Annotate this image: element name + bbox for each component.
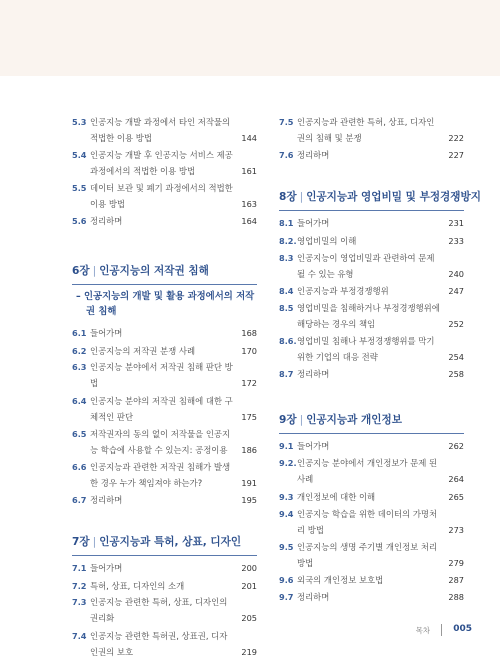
toc-entry-5-6[interactable]: 5.6 정리하며 164 — [72, 216, 257, 226]
toc-entry-9-2[interactable]: 9.2. 인공지능 분야에서 개인정보가 문제 된 사례 264 — [279, 458, 464, 484]
page-footer — [0, 624, 500, 638]
toc-right-column — [279, 114, 481, 605]
toc-entry-9-1[interactable]: 9.1 들어가며 262 — [279, 441, 464, 451]
toc-entry-8-2[interactable]: 8.2. 영업비밀의 이해 233 — [279, 236, 464, 246]
chapter-heading[interactable]: 7장 | 인공지능과 특허, 상표, 디자인 — [72, 534, 257, 556]
toc-group-5 — [72, 114, 257, 229]
toc-entry-5-5[interactable]: 5.5 데이터 보관 및 폐기 과정에서의 적법한 이용 방법 163 — [72, 183, 257, 209]
toc-entry-6-1[interactable]: 6.1 들어가며 168 — [72, 328, 257, 338]
toc-entry-6-7[interactable]: 6.7 정리하며 195 — [72, 495, 257, 505]
toc-left-column — [72, 114, 257, 660]
entry-text: 데이터 보관 및 폐기 과정에서의 적법한 이용 방법 — [90, 183, 233, 209]
toc-entry-8-6[interactable]: 8.6. 영업비밀 침해나 부정경쟁행위를 막기 위한 기업의 대응 전략 254 — [279, 336, 464, 362]
toc-entry-9-5[interactable]: 9.5 인공지능의 생명 주기별 개인정보 처리 방법 279 — [279, 542, 464, 568]
toc-entry-6-5[interactable]: 6.5 저작권자의 동의 없이 저작물을 인공지능 학습에 사용할 수 있는지: 공정이용 186 — [72, 429, 257, 455]
footer-label: 목차 — [415, 626, 430, 635]
toc-entry-6-3[interactable]: 6.3 인공지능 분야에서 저작권 침해 판단 방법 172 — [72, 362, 257, 388]
entry-text: 인공지능 개발 과정에서 타인 저작물의 적법한 이용 방법 — [90, 117, 231, 143]
toc-entry-7-4[interactable]: 7.4 인공지능 관련한 특허권, 상표권, 디자인권의 보호 219 — [72, 631, 257, 657]
toc-entry-7-3[interactable]: 7.3 인공지능 관련한 특허, 상표, 디자인의 권리화 205 — [72, 597, 257, 623]
toc-entry-8-4[interactable]: 8.4 인공지능과 부정경쟁행위 247 — [279, 286, 464, 296]
toc-chapter-7 — [72, 534, 257, 660]
toc-entry-6-4[interactable]: 6.4 인공지능 분야의 저작권 침해에 대한 구체적인 판단 175 — [72, 396, 257, 422]
entry-text: 정리하며 — [90, 216, 123, 226]
toc-chapter-9 — [279, 412, 464, 605]
toc-chapter-8 — [279, 189, 481, 382]
toc-entry-8-7[interactable]: 8.7 정리하며 258 — [279, 369, 464, 379]
toc-entry-9-7[interactable]: 9.7 정리하며 288 — [279, 592, 464, 602]
toc-entry-9-3[interactable]: 9.3 개인정보에 대한 이해 265 — [279, 492, 464, 502]
toc-entry-7-5[interactable]: 7.5 인공지능과 관련한 특허, 상표, 디자인권의 침해 및 분쟁 222 — [279, 117, 464, 143]
toc-entry-5-3[interactable]: 5.3 인공지능 개발 과정에서 타인 저작물의 적법한 이용 방법 144 — [72, 117, 257, 143]
chapter-heading[interactable]: 8장 | 인공지능과 영업비밀 및 부정경쟁방지 — [279, 189, 464, 211]
entry-text: 인공지능 개발 후 인공지능 서비스 제공 과정에서의 적법한 이용 방법 — [90, 150, 233, 176]
toc-entry-6-6[interactable]: 6.6 인공지능과 관련한 저작권 침해가 발생한 경우 누가 책임져야 하는가? 191 — [72, 462, 257, 488]
chapter-heading[interactable]: 6장 | 인공지능의 저작권 침해 — [72, 263, 257, 285]
top-band — [0, 0, 500, 76]
toc-entry-8-3[interactable]: 8.3 인공지능이 영업비밀과 관련하여 문제 될 수 있는 유형 240 — [279, 253, 464, 279]
chapter-heading[interactable]: 9장 | 인공지능과 개인정보 — [279, 412, 464, 434]
page-number: 005 — [453, 624, 472, 634]
toc-entry-7-6[interactable]: 7.6 정리하며 227 — [279, 150, 464, 160]
toc-group-7-cont — [279, 114, 464, 163]
toc-entry-5-4[interactable]: 5.4 인공지능 개발 후 인공지능 서비스 제공 과정에서의 적법한 이용 방법 161 — [72, 150, 257, 176]
toc-entry-6-2[interactable]: 6.2 인공지능의 저작권 분쟁 사례 170 — [72, 346, 257, 356]
chapter-subtitle: – 인공지능의 개발 및 활용 과정에서의 저작권 침해 — [76, 291, 255, 317]
toc-entry-7-2[interactable]: 7.2 특허, 상표, 디자인의 소개 201 — [72, 581, 257, 591]
toc-chapter-6 — [72, 263, 257, 508]
toc-entry-8-1[interactable]: 8.1 들어가며 231 — [279, 218, 464, 228]
toc-entry-9-4[interactable]: 9.4 인공지능 학습을 위한 데이터의 가명처리 방법 273 — [279, 509, 464, 535]
toc-entry-8-5[interactable]: 8.5 영업비밀을 침해하거나 부정경쟁행위에 해당하는 경우의 책임 252 — [279, 303, 464, 329]
toc-entry-9-6[interactable]: 9.6 외국의 개인정보 보호법 287 — [279, 575, 464, 585]
toc-entry-7-1[interactable]: 7.1 들어가며 200 — [72, 563, 257, 573]
footer-divider — [441, 624, 442, 636]
